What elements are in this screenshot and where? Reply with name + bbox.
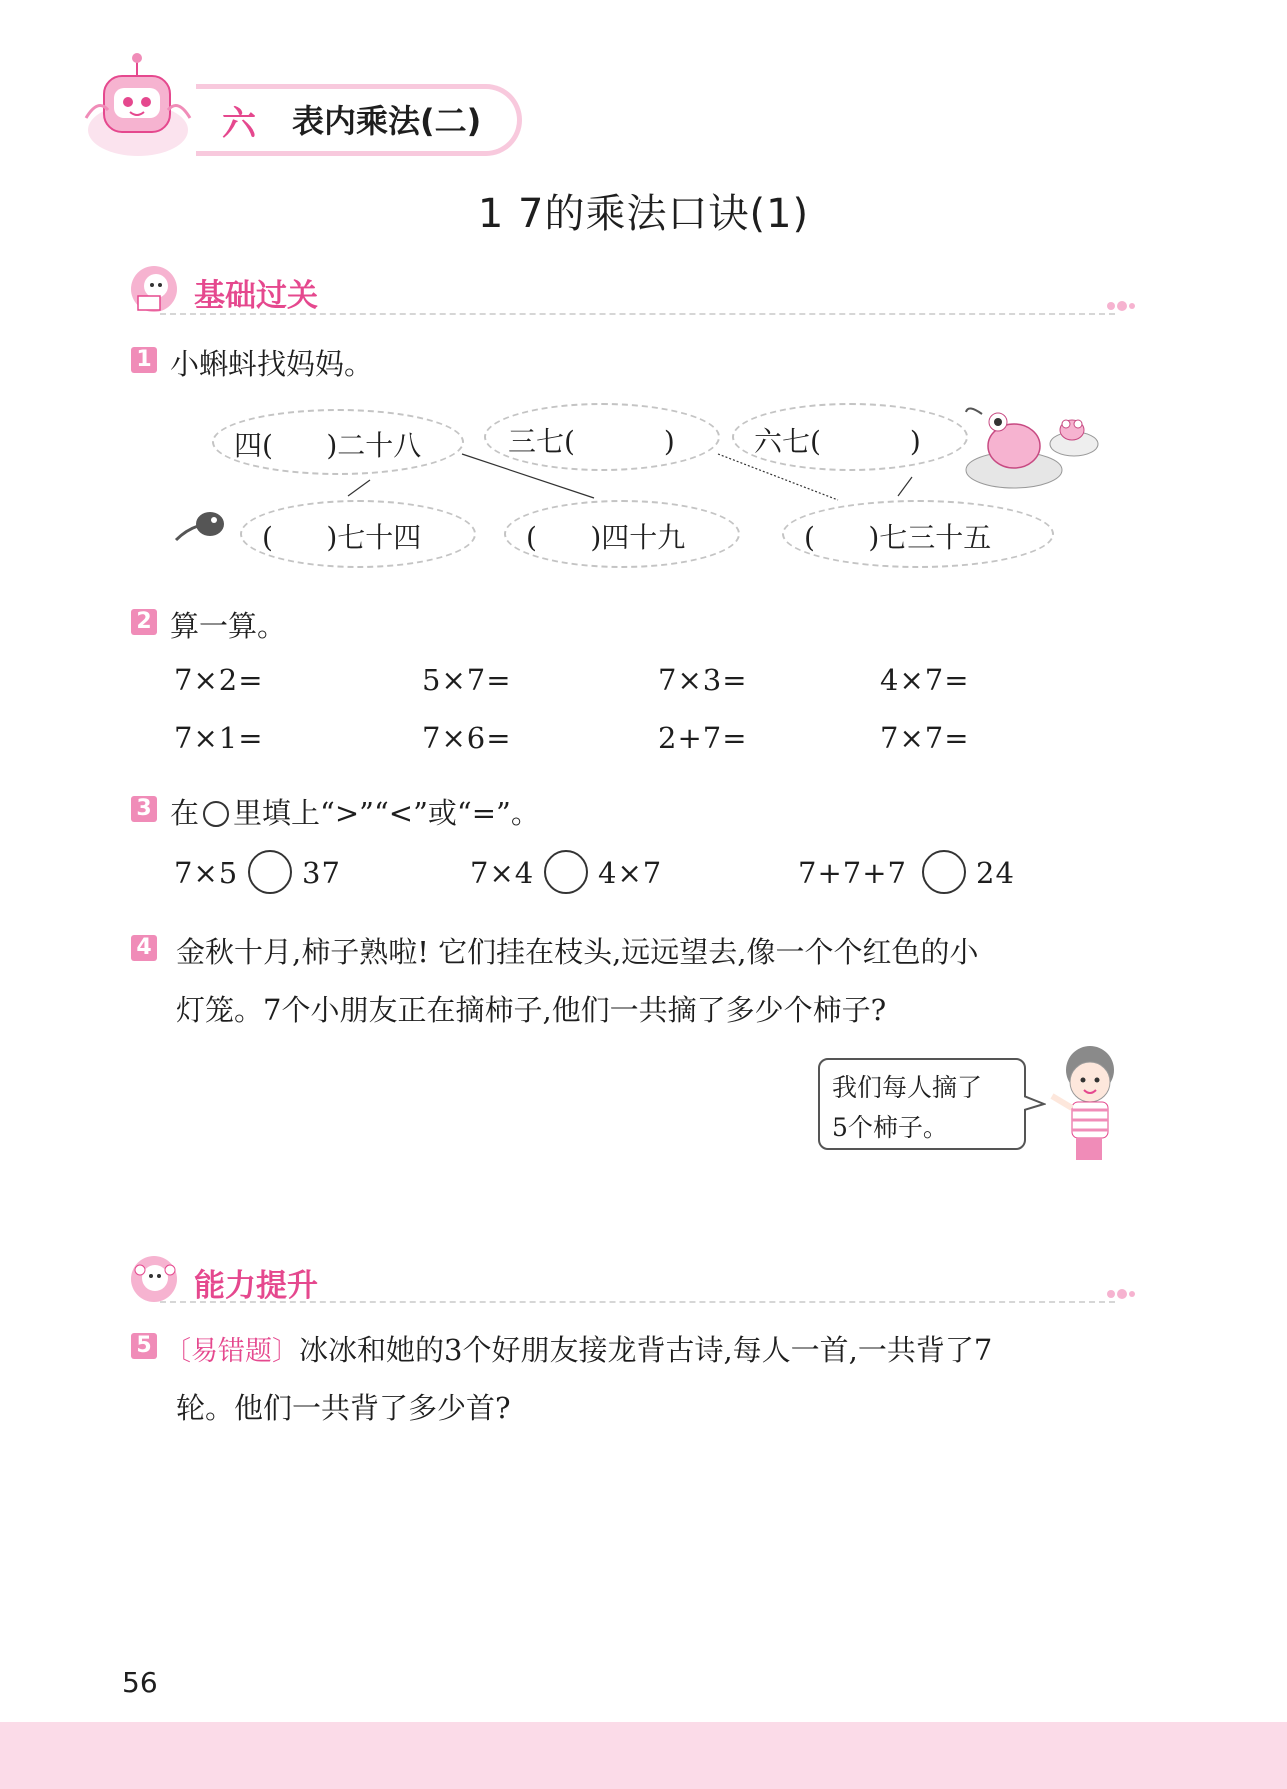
question-4-line-1: 金秋十月,柿子熟啦! 它们挂在枝头,远远望去,像一个个红色的小 [176,935,979,969]
question-number-4: 4 [131,935,157,961]
question-1-text: 小蝌蚪找妈妈。 [170,347,374,381]
compare-2-right: 4×7 [598,856,663,890]
frog-oval-3-text: 六七( ) [754,425,921,458]
section-divider [160,1301,1115,1303]
equation-1-3: 7×3= [658,663,748,697]
compare-2-left: 7×4 [470,856,535,890]
bubble-line-2: 5个柿子。 [832,1113,948,1142]
section-title-basic: 基础过关 [194,278,318,314]
equation-2-1: 7×1= [174,721,264,755]
section-monkey-icon [128,1254,182,1304]
error-prone-tag: 〔易错题〕 [164,1336,299,1367]
lesson-title: 1 7的乘法口诀(1) [477,191,810,237]
chapter-number: 六 [222,104,256,144]
equation-2-2: 7×6= [422,721,512,755]
equation-1-4: 4×7= [880,663,970,697]
compare-3-circle[interactable] [922,850,966,894]
question-number-2: 2 [131,609,157,635]
bubble-line-1: 我们每人摘了 [832,1073,983,1102]
question-number-1: 1 [131,347,157,373]
equation-2-4: 7×7= [880,721,970,755]
question-4-line-2: 灯笼。7个小朋友正在摘柿子,他们一共摘了多少个柿子? [176,993,887,1027]
boy-character-illustration [1046,1044,1132,1162]
equation-1-1: 7×2= [174,663,264,697]
question-5-line-1 [164,1328,992,1369]
question-5-line-1-text: 冰冰和她的3个好朋友接龙背古诗,每人一首,一共背了7 [299,1333,993,1367]
decorative-dots-icon [1106,1288,1136,1300]
question-5-line-2: 轮。他们一共背了多少首? [176,1391,511,1425]
frog-oval-2-text: 三七( ) [508,425,675,458]
frog-on-lilypad-illustration [962,400,1102,492]
question-3-text [170,791,540,832]
equation-2-3: 2+7= [658,721,748,755]
compare-1-left: 7×5 [174,856,239,890]
compare-1-right: 37 [302,856,341,890]
circle-icon [203,801,229,827]
equation-1-2: 5×7= [422,663,512,697]
page-number: 56 [122,1666,158,1699]
frog-oval-1-text: 四( )二十八 [234,429,422,462]
question-3-text-before: 在 [170,796,200,830]
compare-1-circle[interactable] [248,850,292,894]
section-title-advanced: 能力提升 [194,1268,318,1304]
tadpole-oval-3-text: ( )七三十五 [804,521,992,554]
chapter-title: 表内乘法(二) [292,102,482,140]
question-2-text: 算一算。 [170,609,287,643]
question-number-3: 3 [131,796,157,822]
question-number-5: 5 [131,1333,157,1359]
compare-2-circle[interactable] [544,850,588,894]
question-3-text-after: 里填上“>”“<”或“=”。 [233,796,540,830]
tadpole-oval-2-text: ( )四十九 [526,521,686,554]
footer-band [0,1722,1287,1789]
compare-3-left: 7+7+7 [798,856,907,890]
tadpole-icon [172,506,228,546]
speech-bubble-tail [1024,1094,1046,1114]
tadpole-oval-1-text: ( )七十四 [262,521,422,554]
compare-3-right: 24 [976,856,1015,890]
